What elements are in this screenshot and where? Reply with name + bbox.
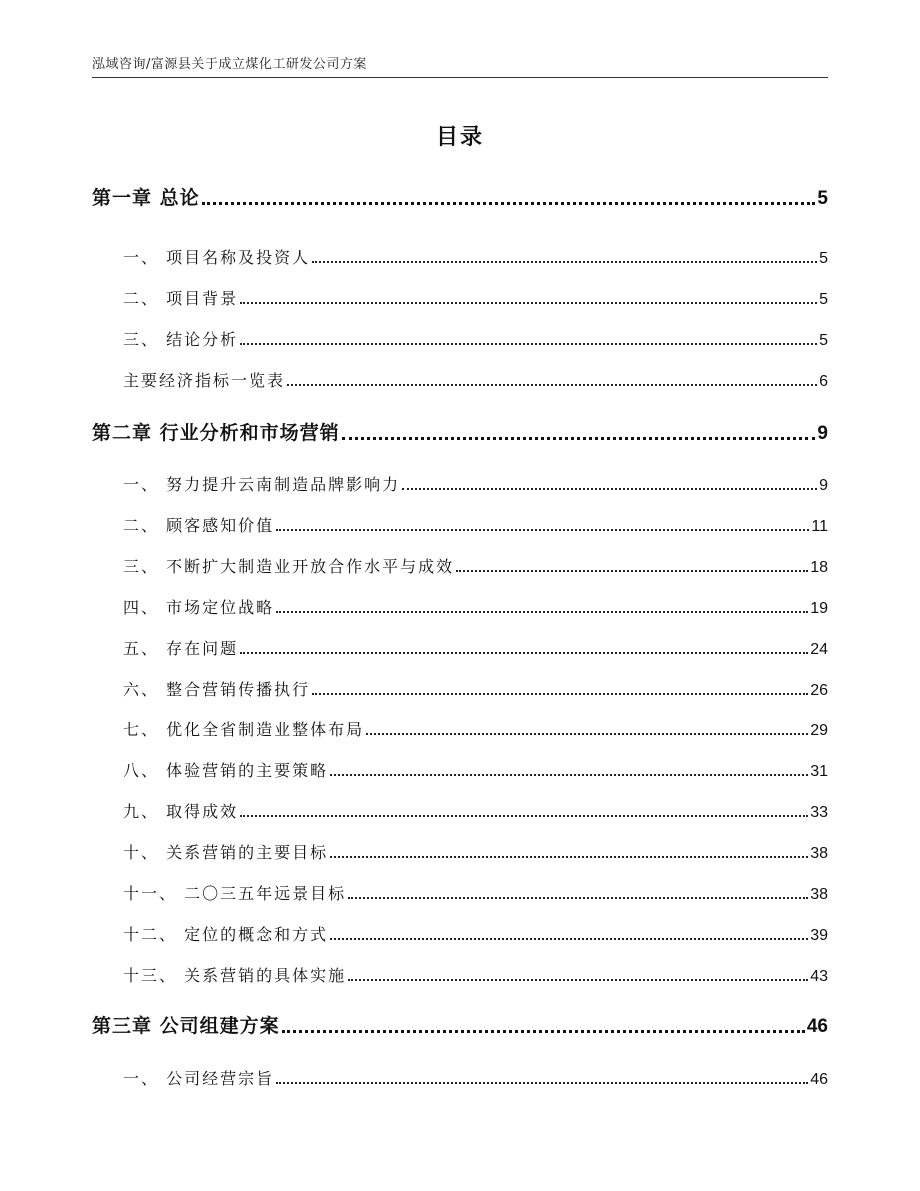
running-header: 泓域咨询/富源县关于成立煤化工研发公司方案 bbox=[92, 57, 367, 72]
toc-section-entry[interactable] bbox=[92, 759, 828, 781]
dot-leader bbox=[312, 678, 808, 700]
toc-section-entry[interactable] bbox=[92, 555, 828, 577]
dot-leader bbox=[330, 759, 808, 781]
toc-section-entry[interactable] bbox=[92, 1067, 828, 1089]
dot-leader bbox=[366, 718, 808, 740]
dot-leader bbox=[348, 964, 808, 986]
toc-page-number: 38 bbox=[810, 886, 828, 903]
toc-section-entry[interactable] bbox=[92, 287, 828, 309]
toc-section-entry[interactable] bbox=[92, 718, 828, 740]
toc-page-number: 24 bbox=[810, 641, 828, 658]
toc-entry-label: 一、 公司经营宗旨 bbox=[123, 1069, 275, 1088]
toc-entry-label: 七、 优化全省制造业整体布局 bbox=[123, 720, 365, 739]
dot-leader bbox=[402, 473, 817, 495]
toc-entry-label: 一、 努力提升云南制造品牌影响力 bbox=[123, 475, 401, 494]
toc-page-number: 5 bbox=[819, 332, 828, 349]
dot-leader bbox=[276, 1067, 808, 1089]
toc-page-number: 43 bbox=[810, 968, 828, 985]
toc-chapter-entry[interactable] bbox=[92, 419, 828, 445]
toc-page-number: 9 bbox=[817, 423, 828, 444]
dot-leader bbox=[202, 184, 816, 210]
toc-section-entry[interactable] bbox=[92, 246, 828, 268]
toc-section-entry[interactable] bbox=[92, 637, 828, 659]
toc-entry-label: 二、 项目背景 bbox=[123, 289, 239, 308]
toc-entry-label: 十三、 关系营销的具体实施 bbox=[123, 966, 347, 985]
toc-section-entry[interactable] bbox=[92, 964, 828, 986]
toc-entry-label: 六、 整合营销传播执行 bbox=[123, 680, 311, 699]
toc-page-number: 29 bbox=[810, 722, 828, 739]
table-of-contents bbox=[92, 0, 828, 1191]
dot-leader bbox=[456, 555, 808, 577]
toc-page-number: 46 bbox=[806, 1016, 828, 1037]
toc-page-number: 33 bbox=[810, 804, 828, 821]
toc-section-entry[interactable] bbox=[92, 328, 828, 350]
toc-entry-label: 第一章 总论 bbox=[92, 187, 200, 209]
dot-leader bbox=[240, 328, 817, 350]
dot-leader bbox=[282, 1012, 805, 1038]
toc-page-number: 26 bbox=[810, 682, 828, 699]
toc-section-entry[interactable] bbox=[92, 678, 828, 700]
toc-entry-label: 三、 结论分析 bbox=[123, 330, 239, 349]
toc-title: 目录 bbox=[435, 125, 484, 150]
toc-page-number: 31 bbox=[810, 763, 828, 780]
toc-chapter-entry[interactable] bbox=[92, 184, 828, 210]
toc-section-entry[interactable] bbox=[92, 923, 828, 945]
dot-leader bbox=[342, 419, 816, 445]
toc-page-number: 18 bbox=[810, 559, 828, 576]
toc-entry-label: 九、 取得成效 bbox=[123, 802, 239, 821]
toc-page-number: 46 bbox=[810, 1071, 828, 1088]
toc-entry-label: 十、 关系营销的主要目标 bbox=[123, 843, 329, 862]
toc-section-entry[interactable] bbox=[92, 841, 828, 863]
toc-section-entry[interactable] bbox=[92, 369, 828, 391]
toc-entry-label: 八、 体验营销的主要策略 bbox=[123, 761, 329, 780]
toc-page-number: 39 bbox=[810, 927, 828, 944]
toc-entry-label: 十二、 定位的概念和方式 bbox=[123, 925, 329, 944]
dot-leader bbox=[276, 514, 809, 536]
dot-leader bbox=[240, 800, 808, 822]
toc-chapter-entry[interactable] bbox=[92, 1012, 828, 1038]
toc-section-entry[interactable] bbox=[92, 514, 828, 536]
toc-page-number: 38 bbox=[810, 845, 828, 862]
dot-leader bbox=[240, 287, 817, 309]
toc-page-number: 11 bbox=[811, 518, 828, 535]
toc-entry-label: 第二章 行业分析和市场营销 bbox=[92, 422, 340, 444]
toc-page-number: 19 bbox=[810, 600, 828, 617]
toc-section-entry[interactable] bbox=[92, 473, 828, 495]
toc-entry-label: 十一、 二〇三五年远景目标 bbox=[123, 884, 347, 903]
dot-leader bbox=[287, 369, 817, 391]
toc-entry-label: 四、 市场定位战略 bbox=[123, 598, 275, 617]
toc-entry-label: 三、 不断扩大制造业开放合作水平与成效 bbox=[123, 557, 455, 576]
toc-entry-label: 主要经济指标一览表 bbox=[123, 371, 286, 390]
toc-section-entry[interactable] bbox=[92, 800, 828, 822]
toc-entry-label: 二、 顾客感知价值 bbox=[123, 516, 275, 535]
dot-leader bbox=[312, 246, 817, 268]
dot-leader bbox=[330, 841, 808, 863]
toc-section-entry[interactable] bbox=[92, 882, 828, 904]
dot-leader bbox=[330, 923, 808, 945]
toc-page-number: 5 bbox=[819, 291, 828, 308]
dot-leader bbox=[348, 882, 808, 904]
toc-page-number: 9 bbox=[819, 477, 828, 494]
dot-leader bbox=[276, 596, 808, 618]
toc-entry-label: 第三章 公司组建方案 bbox=[92, 1015, 280, 1037]
toc-entry-label: 一、 项目名称及投资人 bbox=[123, 248, 311, 267]
toc-section-entry[interactable] bbox=[92, 596, 828, 618]
toc-page-number: 6 bbox=[819, 373, 828, 390]
dot-leader bbox=[240, 637, 808, 659]
toc-page-number: 5 bbox=[819, 250, 828, 267]
toc-page-number: 5 bbox=[817, 188, 828, 209]
toc-entry-label: 五、 存在问题 bbox=[123, 639, 239, 658]
